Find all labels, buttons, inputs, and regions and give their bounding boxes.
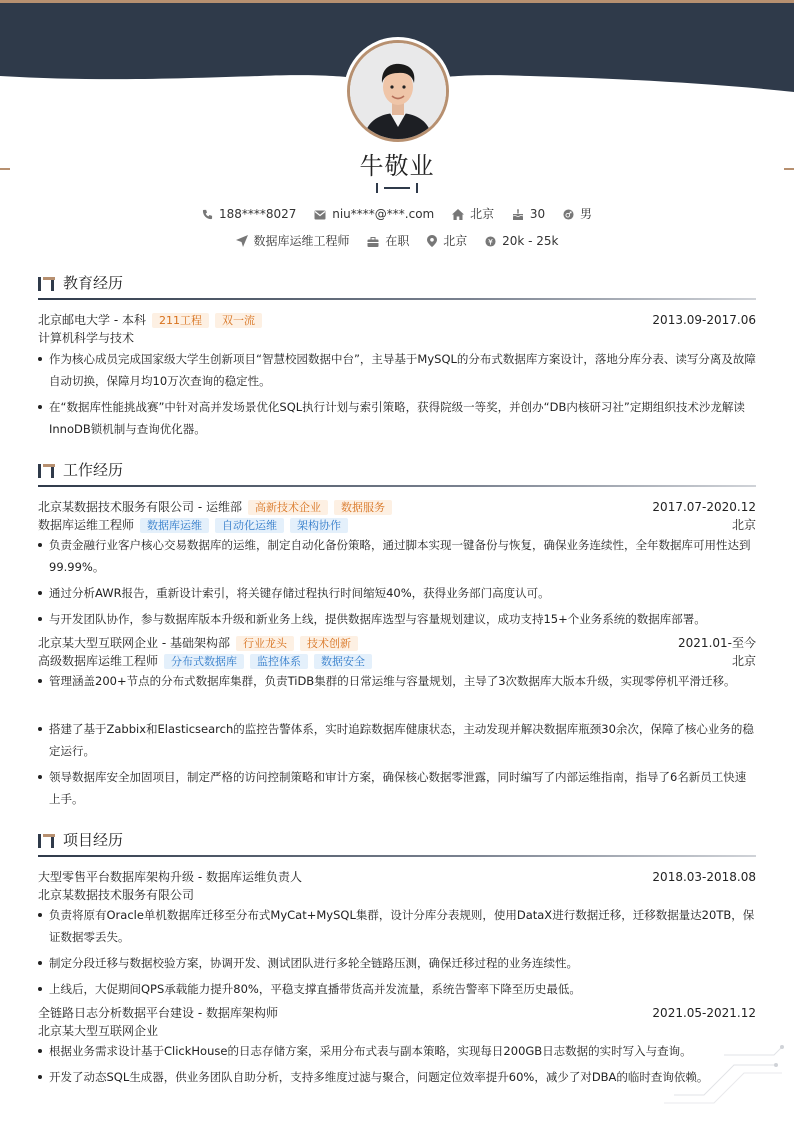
section-marker-stem	[51, 837, 54, 848]
job-bullet: 搭建了基于Zabbix和Elasticsearch的监控告警体系，实时追踪数据库健康状态，主动发现并解决数据库瓶颈30余次，保障了核心业务的稳定运行。	[38, 718, 756, 762]
job-role: 高级数据库运维工程师	[38, 654, 159, 668]
education-period: 2013.09-2017.06	[652, 313, 756, 327]
job-bullet: 管理涵盖200+节点的分布式数据库集群，负责TiDB集群的日常运维与容量规划，主导了3次数据库大版本升级，实现零停机平滑迁移。	[38, 670, 756, 692]
job-role: 数据库运维工程师	[38, 518, 135, 532]
school-name: 北京邮电大学 - 本科	[38, 313, 146, 327]
project-org: 北京某大型互联网企业	[38, 1024, 159, 1038]
role-tag: 分布式数据库	[164, 654, 244, 669]
phone-item	[202, 207, 296, 221]
company-tag: 数据服务	[334, 500, 392, 515]
education-header	[38, 312, 756, 329]
section-title-text: 工作经历	[63, 461, 124, 479]
section-marker-stem	[51, 280, 54, 291]
school-tag: 211工程	[152, 313, 209, 328]
role-tag: 数据安全	[314, 654, 372, 669]
project-name: 大型零售平台数据库架构升级 - 数据库运维负责人	[38, 870, 302, 884]
job-bullet: 领导数据库安全加固项目，制定严格的访问控制策略和审计方案，确保核心数据零泄露，同时编写了内部运维指南，指导了6名新员工快速上手。	[38, 766, 756, 810]
home-text: 北京	[470, 207, 495, 221]
candidate-name: 牛敬业	[359, 152, 435, 180]
section-title-education	[38, 274, 756, 298]
project-period: 2021.05-2021.12	[652, 1006, 756, 1020]
job-period: 2021.01-至今	[678, 636, 756, 650]
intent-salary-text: 20k - 25k	[502, 233, 559, 248]
intent-position-item	[236, 232, 350, 249]
education-major: 计算机科学与技术	[38, 331, 135, 345]
section-title-work	[38, 461, 756, 485]
section-marker	[38, 464, 41, 478]
project-bullet: 开发了动态SQL生成器，供业务团队自助分析，支持多维度过滤与聚合，问题定位效率提升60%，减少了对DBA的临时查询依赖。	[38, 1066, 756, 1088]
project-period: 2018.03-2018.08	[652, 870, 756, 884]
section-divider	[38, 298, 756, 300]
section-title-projects	[38, 831, 756, 855]
school-tag: 双一流	[215, 313, 262, 328]
job-role-row	[38, 653, 756, 670]
age-text: 30	[529, 206, 546, 221]
gender-icon	[563, 209, 574, 220]
job-role-row	[38, 517, 756, 534]
email-item	[314, 207, 434, 221]
project-bullet: 根据业务需求设计基于ClickHouse的日志存储方案，采用分布式表与副本策略，实现每日200GB日志数据的实时写入与查询。	[38, 1040, 756, 1062]
company-tag: 技术创新	[300, 636, 358, 651]
home-icon	[452, 209, 464, 220]
phone-text: 188****8027	[218, 206, 297, 221]
job-intent-row	[0, 232, 794, 249]
job-header	[38, 635, 756, 652]
role-tag: 监控体系	[250, 654, 308, 669]
avatar	[347, 40, 449, 142]
age-item	[512, 207, 545, 221]
project-bullet: 上线后，大促期间QPS承载能力提升80%，平稳支撑直播带货高并发流量，系统告警率下降至历史最低。	[38, 978, 756, 1000]
section-marker	[38, 834, 41, 848]
job-company: 北京某数据技术服务有限公司 - 运维部	[38, 500, 242, 514]
section-title-text: 教育经历	[63, 274, 124, 292]
section-marker	[38, 277, 41, 291]
education-bullet: 在“数据库性能挑战赛”中针对高并发场景优化SQL执行计划与索引策略，获得院级一等奖，并创办“DB内核研习社”定期组织技术沙龙解读InnoDB锁机制与查询优化器。	[38, 396, 756, 440]
job-bullet: 通过分析AWR报告，重新设计索引，将关键存储过程执行时间缩短40%，获得业务部门高度认可。	[38, 582, 756, 604]
home-item	[452, 205, 494, 222]
section-divider	[38, 485, 756, 487]
avatar-photo-icon	[350, 43, 446, 139]
cake-icon	[512, 209, 524, 220]
company-tag: 行业龙头	[236, 636, 294, 651]
project-name: 全链路日志分析数据平台建设 - 数据库架构师	[38, 1006, 278, 1020]
job-header	[38, 499, 756, 516]
job-period: 2017.07-2020.12	[652, 500, 756, 514]
intent-position-text: 数据库运维工程师	[253, 234, 350, 248]
intent-status-text: 在职	[385, 234, 410, 248]
intent-salary-item	[485, 234, 558, 248]
section-title-text: 项目经历	[63, 831, 124, 849]
job-bullet: 负责金融行业客户核心交易数据库的运维，制定自动化备份策略，通过脚本实现一键备份与恢复，确保业务连续性，全年数据库可用性达到99.99%。	[38, 534, 756, 578]
phone-icon	[202, 209, 213, 220]
section-divider	[38, 855, 756, 857]
project-bullet: 制定分段迁移与数据校验方案，协调开发、测试团队进行多轮全链路压测，确保迁移过程的业务连续性。	[38, 952, 756, 974]
project-org: 北京某数据技术服务有限公司	[38, 888, 195, 902]
role-tag: 自动化运维	[215, 518, 284, 533]
gender-text: 男	[580, 207, 593, 221]
project-header	[38, 869, 756, 886]
contact-row	[0, 205, 794, 222]
location-icon	[427, 235, 437, 247]
company-tag: 高新技术企业	[248, 500, 328, 515]
job-city: 北京	[731, 654, 756, 668]
intent-status-item	[367, 232, 409, 249]
education-bullet: 作为核心成员完成国家级大学生创新项目“智慧校园数据中台”，主导基于MySQL的分布式数据库方案设计，落地分库分表、读写分离及故障自动切换，保障月均10万次查询的稳定性。	[38, 348, 756, 392]
intent-city-item	[427, 232, 467, 249]
mail-icon	[314, 210, 326, 220]
name-divider	[376, 182, 418, 194]
job-city: 北京	[731, 518, 756, 532]
project-bullet: 负责将原有Oracle单机数据库迁移至分布式MyCat+MySQL集群，设计分库分表规则，使用DataX进行数据迁移，迁移数据量达20TB，保证数据零丢失。	[38, 904, 756, 948]
briefcase-icon	[367, 237, 379, 247]
role-tag: 架构协作	[290, 518, 348, 533]
intent-city-text: 北京	[443, 234, 468, 248]
send-icon	[236, 235, 248, 247]
role-tag: 数据库运维	[140, 518, 209, 533]
gender-item	[563, 205, 592, 222]
salary-icon	[485, 236, 496, 247]
job-company: 北京某大型互联网企业 - 基础架构部	[38, 636, 230, 650]
project-header	[38, 1005, 756, 1022]
section-marker-stem	[51, 467, 54, 478]
corner-decoration	[664, 1045, 784, 1105]
email-text: niu****@***.com	[332, 206, 435, 221]
job-bullet: 与开发团队协作，参与数据库版本升级和新业务上线，提供数据库选型与容量规划建议，成功支持15+个业务系统的数据库部署。	[38, 608, 756, 630]
